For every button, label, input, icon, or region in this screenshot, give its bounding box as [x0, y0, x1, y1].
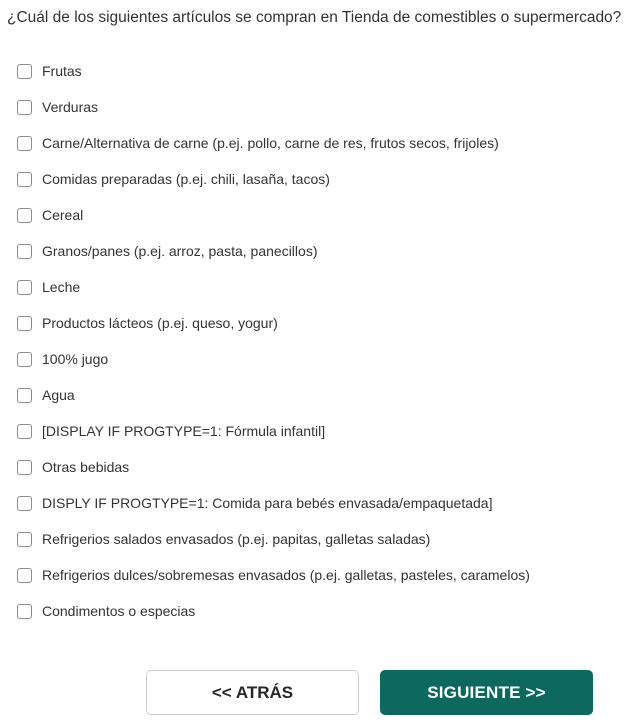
- checkbox-option[interactable]: [0, 377, 639, 413]
- checkbox-label: Refrigerios dulces/sobremesas envasados (p.ej. galletas, pasteles, caramelos): [42, 567, 530, 583]
- checkbox-label: 100% jugo: [42, 351, 109, 367]
- checkbox-unchecked[interactable]: [17, 496, 32, 511]
- checkbox-option[interactable]: [0, 521, 639, 557]
- checkbox-option[interactable]: [0, 485, 639, 521]
- checkbox-label: DISPLY IF PROGTYPE=1: Comida para bebés envasada/empaquetada]: [42, 495, 493, 511]
- checkbox-option[interactable]: [0, 233, 639, 269]
- checkbox-unchecked[interactable]: [17, 316, 32, 331]
- checkbox-label: Refrigerios salados envasados (p.ej. papitas, galletas saladas): [42, 531, 431, 547]
- checkbox-unchecked[interactable]: [17, 388, 32, 403]
- checkbox-label: Granos/panes (p.ej. arroz, pasta, panecillos): [42, 243, 318, 259]
- checkbox-option[interactable]: [0, 449, 639, 485]
- checkbox-option[interactable]: [0, 269, 639, 305]
- checkbox-unchecked[interactable]: [17, 280, 32, 295]
- checkbox-option[interactable]: [0, 125, 639, 161]
- checkbox-option[interactable]: [0, 161, 639, 197]
- checkbox-unchecked[interactable]: [17, 136, 32, 151]
- back-button[interactable]: << ATRÁS: [146, 670, 359, 715]
- checkbox-label: Condimentos o especias: [42, 603, 196, 619]
- checkbox-unchecked[interactable]: [17, 172, 32, 187]
- checkbox-option[interactable]: [0, 593, 639, 629]
- checkbox-unchecked[interactable]: [17, 100, 32, 115]
- checkbox-unchecked[interactable]: [17, 208, 32, 223]
- checkbox-unchecked[interactable]: [17, 424, 32, 439]
- checkbox-option[interactable]: [0, 305, 639, 341]
- checkbox-label: Verduras: [42, 99, 99, 115]
- question-title: ¿Cuál de los siguientes artículos se compran en Tienda de comestibles o supermercado?: [7, 9, 622, 26]
- checkbox-option[interactable]: [0, 341, 639, 377]
- checkbox-option[interactable]: [0, 197, 639, 233]
- navigation-buttons: [146, 670, 639, 715]
- checkbox-option[interactable]: [0, 89, 639, 125]
- checkbox-label: Frutas: [42, 63, 82, 79]
- checkbox-unchecked[interactable]: [17, 64, 32, 79]
- checkbox-option[interactable]: [0, 413, 639, 449]
- checkbox-label: [DISPLAY IF PROGTYPE=1: Fórmula infantil]: [42, 423, 326, 439]
- checkbox-label: Comidas preparadas (p.ej. chili, lasaña, tacos): [42, 171, 330, 187]
- checkbox-option[interactable]: [0, 53, 639, 89]
- checkbox-unchecked[interactable]: [17, 604, 32, 619]
- checkbox-label: Otras bebidas: [42, 459, 130, 475]
- checkbox-unchecked[interactable]: [17, 568, 32, 583]
- checkbox-unchecked[interactable]: [17, 532, 32, 547]
- checkbox-unchecked[interactable]: [17, 244, 32, 259]
- checkbox-label: Productos lácteos (p.ej. queso, yogur): [42, 315, 278, 331]
- checkbox-label: Carne/Alternativa de carne (p.ej. pollo, carne de res, frutos secos, frijoles): [42, 135, 499, 151]
- next-button[interactable]: SIGUIENTE >>: [380, 670, 593, 715]
- checkbox-label: Cereal: [42, 207, 84, 223]
- checkbox-option[interactable]: [0, 557, 639, 593]
- options-list: [0, 53, 639, 629]
- checkbox-unchecked[interactable]: [17, 352, 32, 367]
- checkbox-label: Agua: [42, 387, 75, 403]
- checkbox-label: Leche: [42, 279, 81, 295]
- checkbox-unchecked[interactable]: [17, 460, 32, 475]
